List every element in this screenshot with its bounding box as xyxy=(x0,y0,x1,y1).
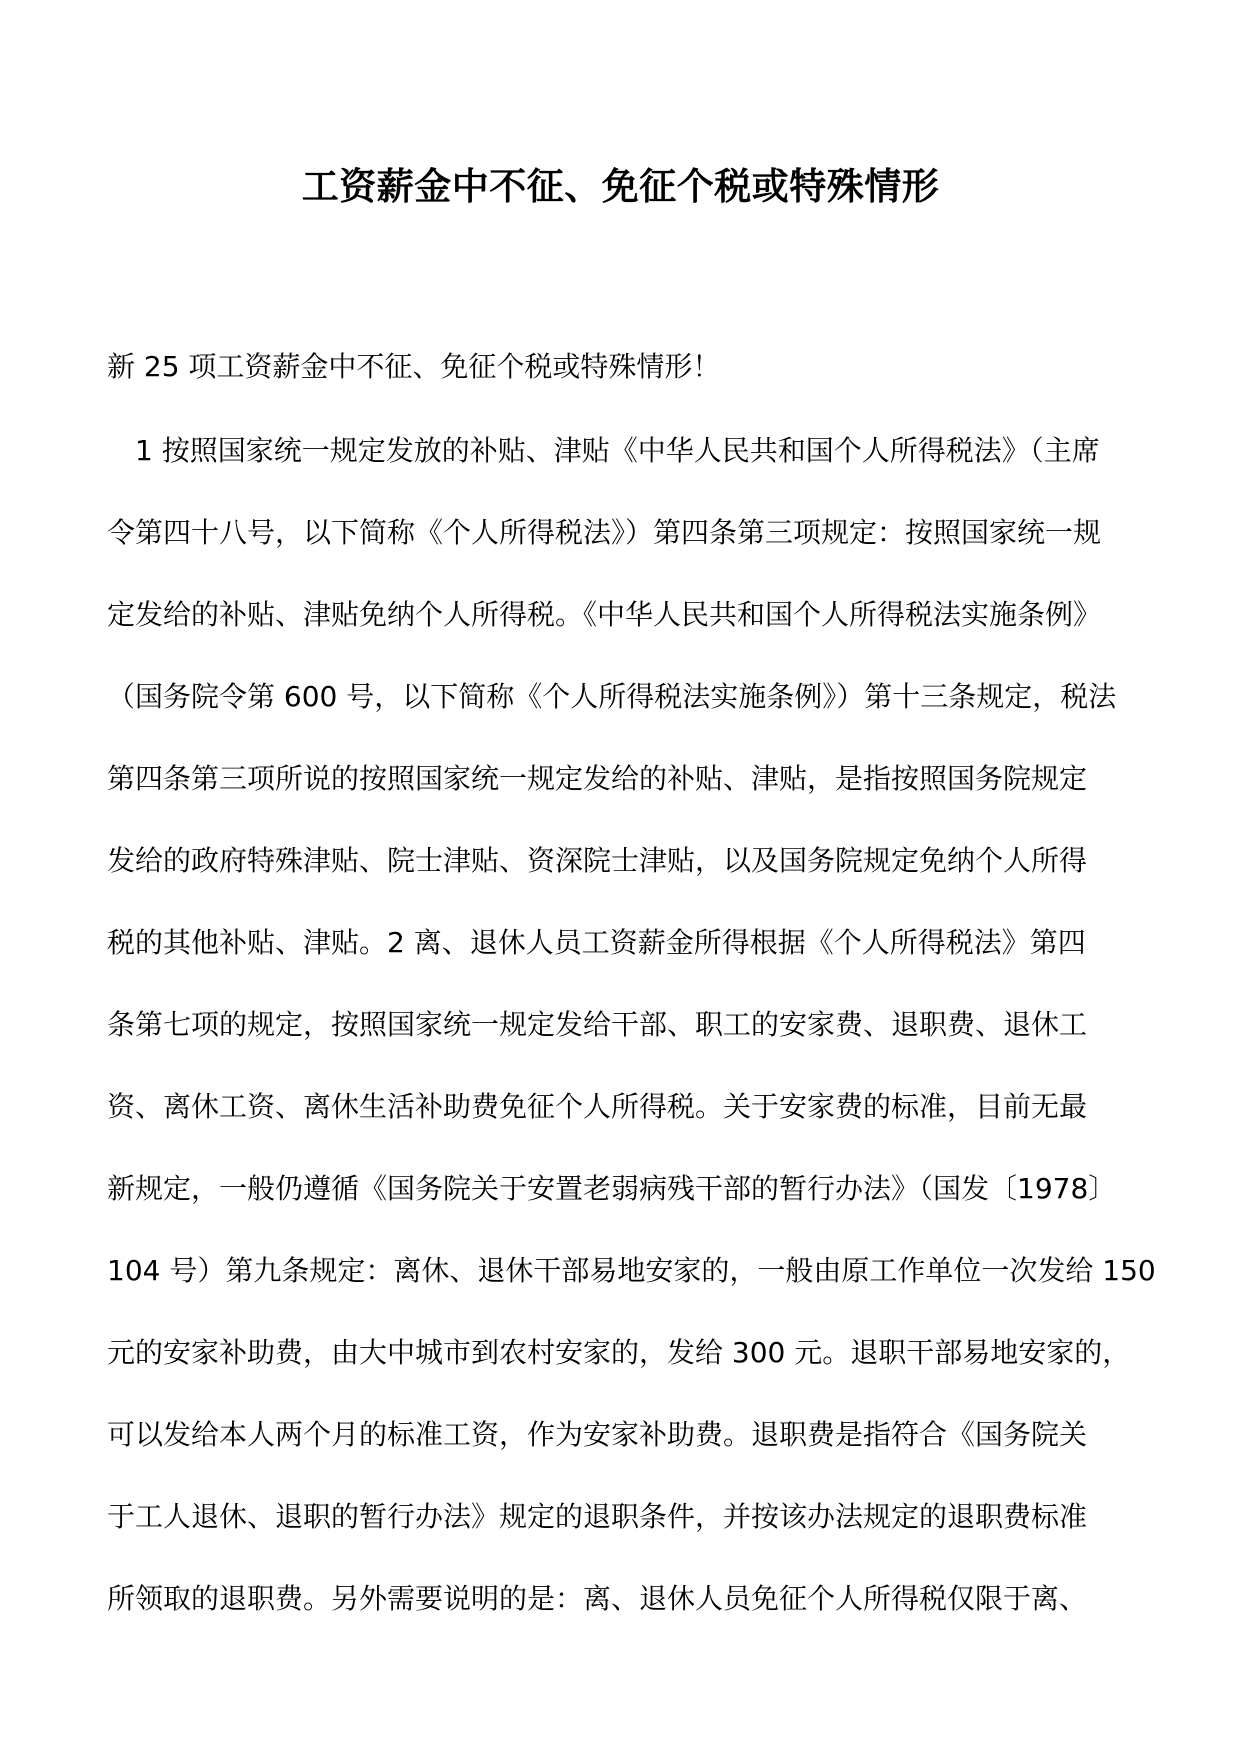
body-line: 令第四十八号，以下简称《个人所得税法》）第四条第三项规定：按照国家统一规 xyxy=(107,516,1102,549)
body-line: 发给的政府特殊津贴、院士津贴、资深院士津贴，以及国务院规定免纳个人所得 xyxy=(107,844,1088,877)
body-line: 所领取的退职费。另外需要说明的是：离、退休人员免征个人所得税仅限于离、 xyxy=(107,1582,1088,1615)
body-line: 税的其他补贴、津贴。2 离、退休人员工资薪金所得根据《个人所得税法》第四 xyxy=(107,926,1086,959)
body-line: 可以发给本人两个月的标准工资，作为安家补助费。退职费是指符合《国务院关 xyxy=(107,1418,1088,1451)
document-subtitle: 新 25 项工资薪金中不征、免征个税或特殊情形！ xyxy=(107,350,721,383)
body-line: 于工人退休、退职的暂行办法》规定的退职条件，并按该办法规定的退职费标准 xyxy=(107,1500,1088,1533)
body-line: 元的安家补助费，由大中城市到农村安家的，发给 300 元。退职干部易地安家的， xyxy=(107,1336,1131,1369)
body-line: 条第七项的规定，按照国家统一规定发给干部、职工的安家费、退职费、退休工 xyxy=(107,1008,1088,1041)
body-line: 1 按照国家统一规定发放的补贴、津贴《中华人民共和国个人所得税法》（主席 xyxy=(107,434,1100,467)
body-line: （国务院令第 600 号，以下简称《个人所得税法实施条例》）第十三条规定，税法 xyxy=(107,680,1117,713)
body-line: 第四条第三项所说的按照国家统一规定发给的补贴、津贴，是指按照国务院规定 xyxy=(107,762,1088,795)
body-line: 资、离休工资、离休生活补助费免征个人所得税。关于安家费的标准，目前无最 xyxy=(107,1090,1088,1123)
document-body xyxy=(107,428,1156,1658)
document-title: 工资薪金中不征、免征个税或特殊情形 xyxy=(301,164,940,208)
body-line: 新规定，一般仍遵循《国务院关于安置老弱病残干部的暂行办法》（国发〔1978〕 xyxy=(107,1172,1117,1205)
body-line: 定发给的补贴、津贴免纳个人所得税。《中华人民共和国个人所得税法实施条例》 xyxy=(107,598,1102,631)
body-line: 104 号）第九条规定：离休、退休干部易地安家的，一般由原工作单位一次发给 150 xyxy=(107,1254,1156,1287)
